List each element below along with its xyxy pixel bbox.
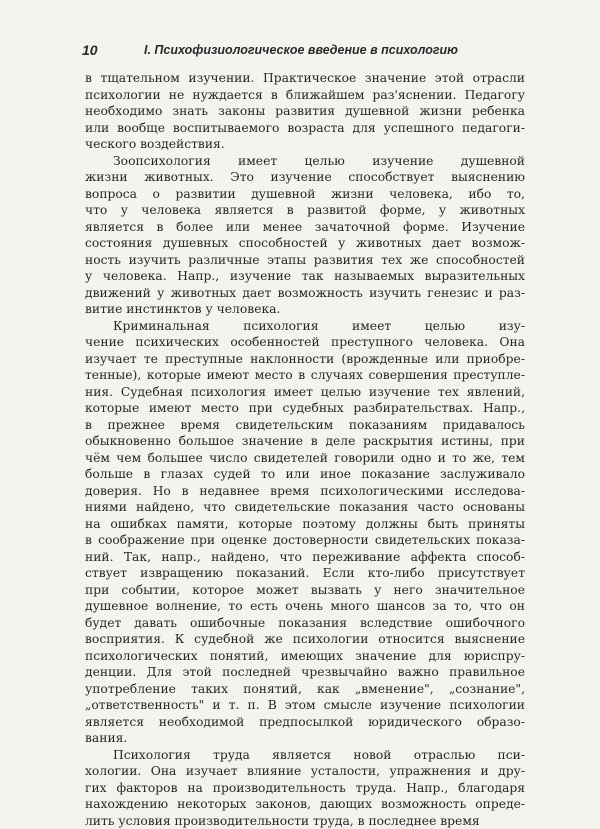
- text-line: чение психических особенностей преступного человека. Она: [85, 334, 525, 351]
- text-line: употребление таких понятий, как „вменение", „сознание",: [85, 681, 525, 698]
- text-line: является необходимой предпосылкой юридического образо-: [85, 714, 525, 731]
- text-line: что у человека является в развитой форме, у животных: [85, 202, 525, 219]
- text-line: ния. Судебная психология имеет целью изучение тех явлений,: [85, 384, 525, 401]
- text-line: гих факторов на производительность труда. Напр., благодаря: [85, 780, 525, 797]
- text-line: является в более или менее зачаточной форме. Изучение: [85, 219, 525, 236]
- text-line: восприятия. К судебной же психологии относится выяснение: [85, 631, 525, 648]
- page-number: 10: [82, 42, 98, 58]
- text-line: больше в глазах судей то или иное показание заслуживало: [85, 466, 525, 483]
- body-text: [85, 70, 525, 829]
- text-line: у человека. Напр., изучение так называемых выразительных: [85, 268, 525, 285]
- running-head: [82, 42, 522, 64]
- text-line: психологических понятий, имеющих значение для юриспру-: [85, 648, 525, 665]
- text-line: в соображение при оценке достоверности свидетельских показа-: [85, 532, 525, 549]
- text-line: ческого воздействия.: [85, 136, 525, 153]
- labor-psychology-paragraph: [85, 747, 525, 829]
- text-line: будет давать ошибочные показания вследствие ошибочного: [85, 615, 525, 632]
- text-line: необходимо знать законы развития душевной жизни ребенка: [85, 103, 525, 120]
- text-line: при событии, которое может вызвать у него значительное: [85, 582, 525, 599]
- text-line: денции. Для этой последней чрезвычайно важно правильное: [85, 664, 525, 681]
- text-line: жизни животных. Это изучение способствует выяснению: [85, 169, 525, 186]
- criminal-psychology-paragraph: [85, 318, 525, 747]
- text-line: Криминальная психология имеет целью изу-: [85, 318, 525, 335]
- text-line: хологии. Она изучает влияние усталости, упражнения и дру-: [85, 763, 525, 780]
- text-line: состояния душевных способностей у животных дает возмож-: [85, 235, 525, 252]
- text-line: на ошибках памяти, которые поэтому должны быть приняты: [85, 516, 525, 533]
- text-line: тенные), которые имеют место в случаях совершения преступле-: [85, 367, 525, 384]
- text-line: лить условия производительности труда, в последнее время: [85, 813, 525, 829]
- intro-paragraph: [85, 70, 525, 153]
- text-line: витие инстинктов у человека.: [85, 301, 525, 318]
- text-line: или вообще воспитываемого возраста для успешного педагоги-: [85, 120, 525, 137]
- text-line: ниями найдено, что свидетельские показания часто основаны: [85, 499, 525, 516]
- chapter-title: I. Психофизиологическое введение в психологию: [144, 43, 458, 57]
- text-line: нахождению некоторых законов, дающих возможность опреде-: [85, 796, 525, 813]
- text-line: в прежнее время свидетельским показаниям придавалось: [85, 417, 525, 434]
- text-line: психологии не нуждается в ближайшем раз'яснении. Педагогу: [85, 87, 525, 104]
- text-line: душевное волнение, то есть очень много шансов за то, что он: [85, 598, 525, 615]
- text-line: доверия. Но в недавнее время психологическими исследова-: [85, 483, 525, 500]
- text-line: „ответственность" и т. п. В этом смысле изучение психологии: [85, 697, 525, 714]
- text-line: изучает те преступные наклонности (врожденные или приобре-: [85, 351, 525, 368]
- text-line: обыкновенно большое значение в деле раскрытия истины, при: [85, 433, 525, 450]
- text-line: которые имеют место при судебных разбирательствах. Напр.,: [85, 400, 525, 417]
- text-line: вания.: [85, 730, 525, 747]
- text-line: движений у животных дает возможность изучить генезис и раз-: [85, 285, 525, 302]
- text-line: в тщательном изучении. Практическое значение этой отрасли: [85, 70, 525, 87]
- text-line: чём чем большее число свидетелей говорили одно и то же, тем: [85, 450, 525, 467]
- text-line: вопроса о развитии душевной жизни человека, ибо то,: [85, 186, 525, 203]
- text-line: Психология труда является новой отраслью пси-: [85, 747, 525, 764]
- text-line: ний. Так, напр., найдено, что переживание аффекта способ-: [85, 549, 525, 566]
- zoopsychology-paragraph: [85, 153, 525, 318]
- text-line: ствует извращению показаний. Если кто-либо присутствует: [85, 565, 525, 582]
- text-line: ность изучить различные этапы развития тех же способностей: [85, 252, 525, 269]
- text-line: Зоопсихология имеет целью изучение душевной: [85, 153, 525, 170]
